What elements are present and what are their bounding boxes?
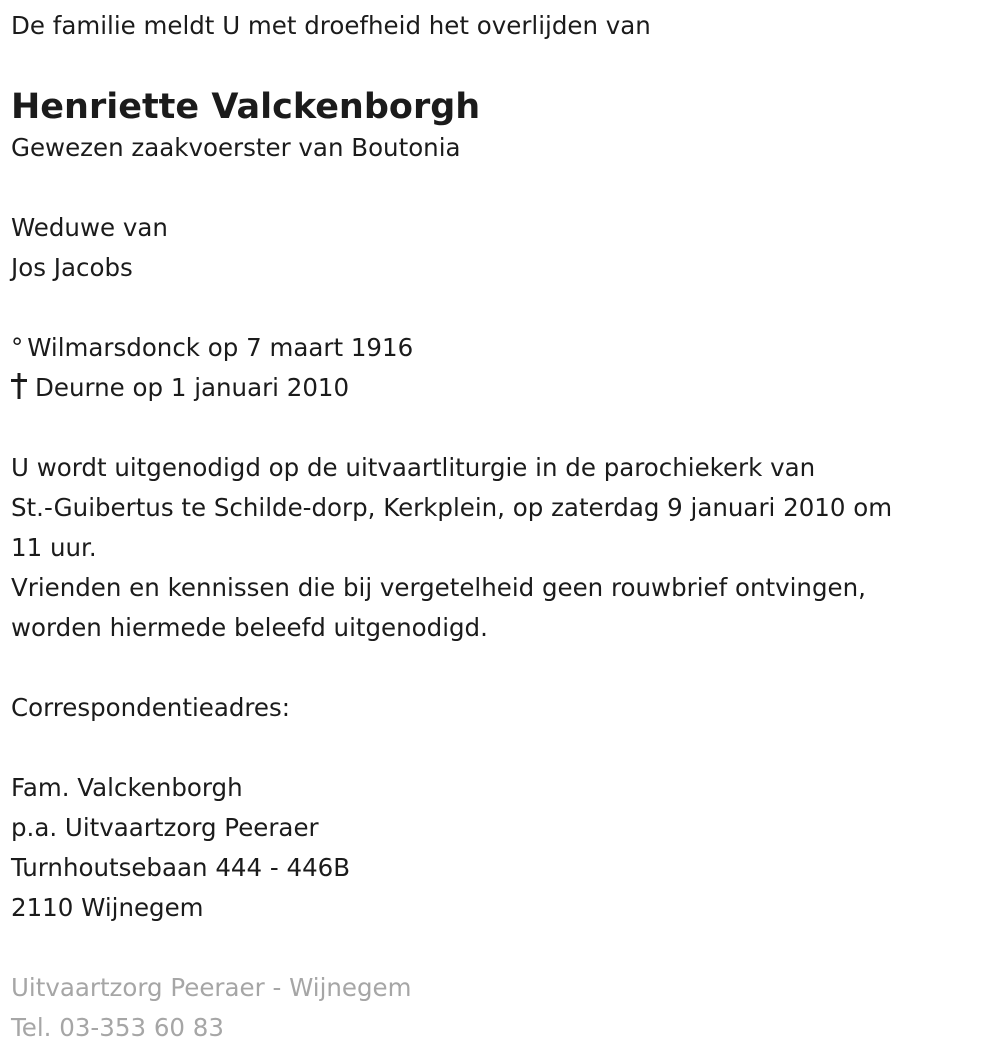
cross-icon <box>11 373 27 399</box>
death-line <box>11 368 991 408</box>
address-line: Fam. Valckenborgh <box>11 773 243 802</box>
intro-text: De familie meldt U met droefheid het overlijden van <box>11 11 651 40</box>
birth-line <box>11 328 991 368</box>
funeral-home-name: Uitvaartzorg Peeraer - Wijnegem <box>11 973 412 1002</box>
correspondence-address <box>11 768 991 928</box>
invitation-line: Vrienden en kennissen die bij vergetelheid geen rouwbrief ontvingen, <box>11 573 866 602</box>
invitation-line: St.-Guibertus te Schilde-dorp, Kerkplein, op zaterdag 9 januari 2010 om <box>11 493 893 522</box>
address-line: 2110 Wijnegem <box>11 893 204 922</box>
death-notice <box>11 0 991 1048</box>
funeral-home-phone: Tel. 03-353 60 83 <box>11 1013 224 1042</box>
deceased-name: Henriette Valckenborgh <box>11 87 481 127</box>
funeral-home-footer <box>11 968 991 1048</box>
invitation-paragraph <box>11 448 991 648</box>
address-line: p.a. Uitvaartzorg Peeraer <box>11 813 319 842</box>
invitation-line: worden hiermede beleefd uitgenodigd. <box>11 613 488 642</box>
birth-text: Wilmarsdonck op 7 maart 1916 <box>27 333 414 362</box>
invitation-line: 11 uur. <box>11 533 97 562</box>
invitation-line: U wordt uitgenodigd op de uitvaartliturgie in de parochiekerk van <box>11 453 816 482</box>
deceased-occupation: Gewezen zaakvoerster van Boutonia <box>11 133 461 162</box>
spouse-name: Jos Jacobs <box>11 253 133 282</box>
correspondence-label: Correspondentieadres: <box>11 693 291 722</box>
death-text: Deurne op 1 januari 2010 <box>35 373 350 402</box>
address-line: Turnhoutsebaan 444 - 446B <box>11 853 351 882</box>
spouse-label: Weduwe van <box>11 213 168 242</box>
birth-symbol: ° <box>11 333 24 362</box>
